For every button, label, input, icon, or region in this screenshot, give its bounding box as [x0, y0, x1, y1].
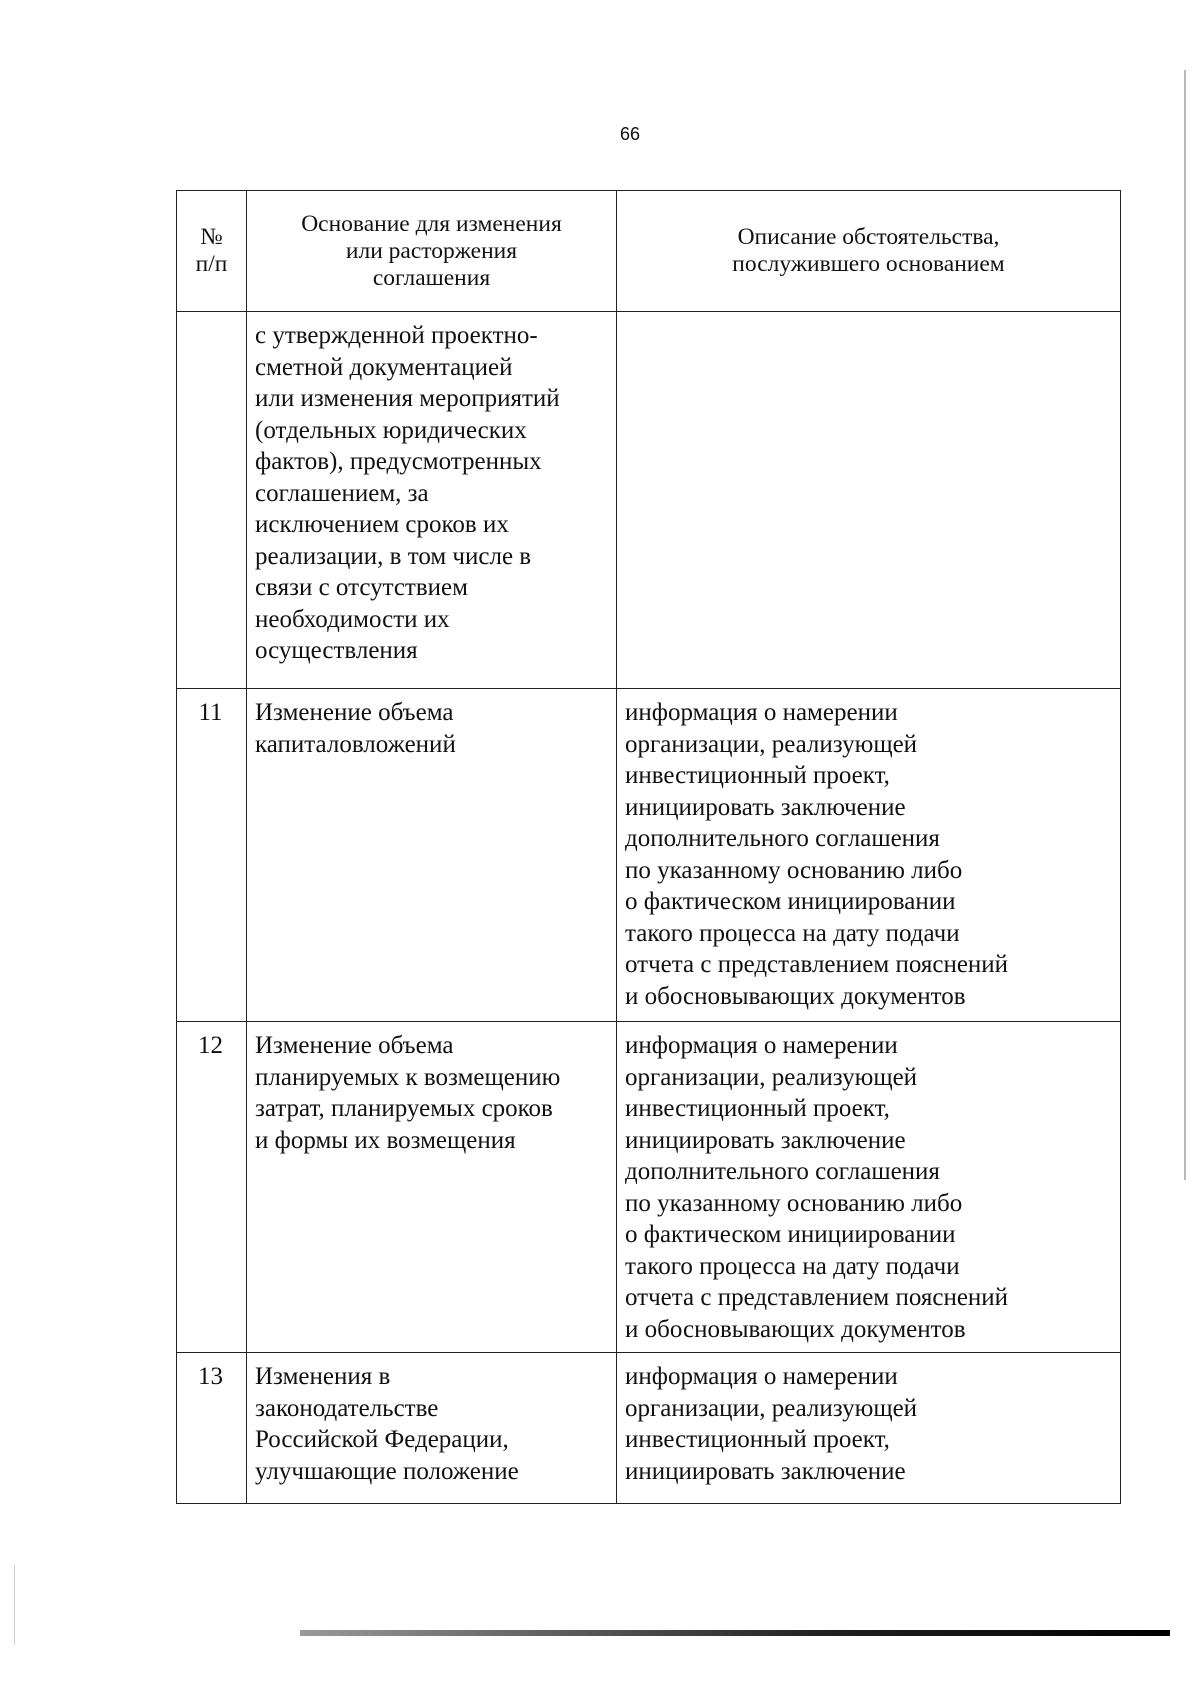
row-num: 13 — [177, 1353, 247, 1504]
table-row — [177, 1353, 1121, 1504]
document-table — [176, 190, 1121, 1504]
table-row — [177, 689, 1121, 1022]
row-description: информация о намерении организации, реализующей инвестиционный проект, инициировать заключение дополнительного соглашения по указанному основанию либо о фактическом инициировании такого процесса на дату подачи отчета с представлением пояснений и обосновывающих документов — [617, 1022, 1121, 1353]
row-basis: Изменения в законодательстве Российской Федерации, улучшающие положение — [247, 1353, 617, 1504]
table-header-row — [177, 191, 1121, 312]
row-num: 12 — [177, 1022, 247, 1353]
row-basis: с утвержденной проектно- сметной документацией или изменения мероприятий (отдельных юридических фактов), предусмотренных соглашением, за исключением сроков их реализации, в том числе в связи с отсутствием необходимости их осуществления — [247, 312, 617, 689]
row-num — [177, 312, 247, 689]
table-row — [177, 1022, 1121, 1353]
row-description — [617, 312, 1121, 689]
row-basis: Изменение объема планируемых к возмещению затрат, планируемых сроков и формы их возмещения — [247, 1022, 617, 1353]
header-num: № п/п — [177, 191, 247, 312]
header-description: Описание обстоятельства, послужившего основанием — [617, 191, 1121, 312]
footer-scan-bar — [300, 1630, 1170, 1636]
scan-edge-left — [14, 1565, 15, 1645]
row-description: информация о намерении организации, реализующей инвестиционный проект, инициировать заключение дополнительного соглашения по указанному основанию либо о фактическом инициировании такого процесса на дату подачи отчета с представлением пояснений и обосновывающих документов — [617, 689, 1121, 1022]
header-basis: Основание для изменения или расторжения соглашения — [247, 191, 617, 312]
page-number: 66 — [619, 124, 641, 144]
scan-edge-right — [1184, 70, 1186, 1180]
row-num: 11 — [177, 689, 247, 1022]
table-row — [177, 312, 1121, 689]
row-basis: Изменение объема капиталовложений — [247, 689, 617, 1022]
row-description: информация о намерении организации, реализующей инвестиционный проект, инициировать заключение — [617, 1353, 1121, 1504]
